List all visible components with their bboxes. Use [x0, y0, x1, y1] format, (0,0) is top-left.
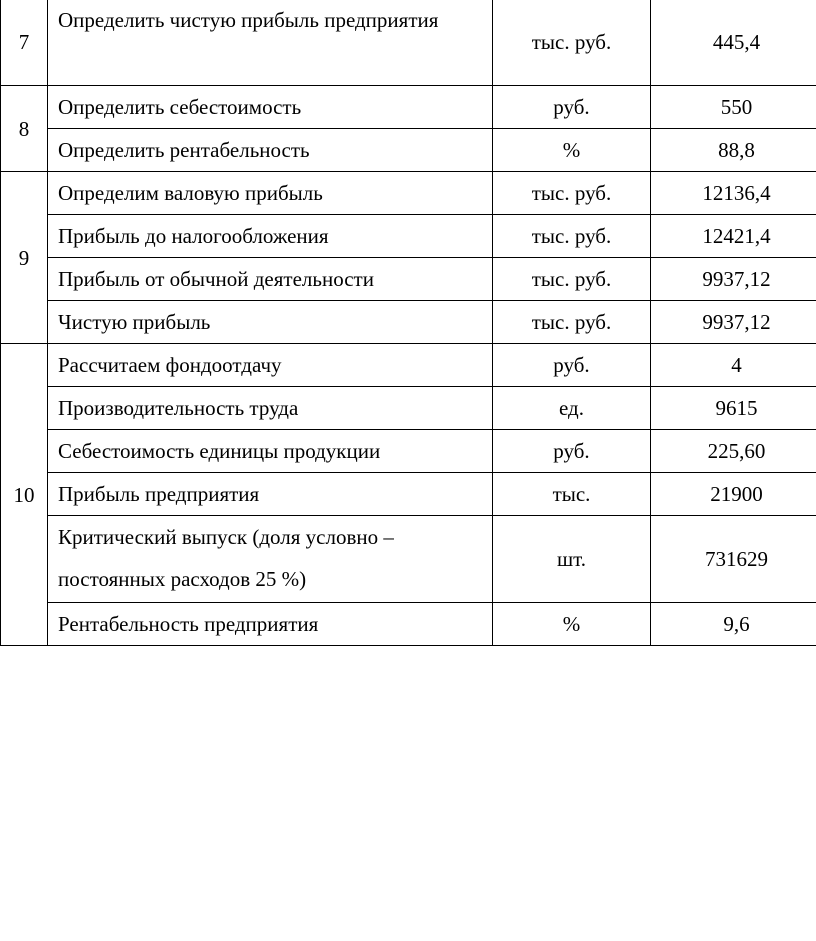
row-unit: тыс.	[493, 473, 651, 516]
item-number: 9	[1, 172, 48, 344]
table-row	[1, 516, 816, 603]
row-value: 21900	[651, 473, 816, 516]
row-description: Определить рентабельность	[48, 129, 493, 172]
table-row	[1, 344, 816, 387]
row-description: Прибыль от обычной деятельности	[48, 258, 493, 301]
row-value: 731629	[651, 516, 816, 603]
table-row	[1, 430, 816, 473]
table-row	[1, 301, 816, 344]
table-row	[1, 172, 816, 215]
row-value: 225,60	[651, 430, 816, 473]
table-row	[1, 258, 816, 301]
row-value: 9937,12	[651, 258, 816, 301]
row-unit: руб.	[493, 430, 651, 473]
row-unit: %	[493, 129, 651, 172]
table-row	[1, 387, 816, 430]
table-row	[1, 603, 816, 646]
row-value: 4	[651, 344, 816, 387]
table-row	[1, 215, 816, 258]
row-description: Рассчитаем фондоотдачу	[48, 344, 493, 387]
row-value: 88,8	[651, 129, 816, 172]
row-description: Определить чистую прибыль предприятия	[48, 0, 493, 86]
row-description: Прибыль до налогообложения	[48, 215, 493, 258]
row-description: Критический выпуск (доля условно – постоянных расходов 25 %)	[48, 516, 493, 603]
row-unit: руб.	[493, 86, 651, 129]
row-unit: ед.	[493, 387, 651, 430]
row-unit: %	[493, 603, 651, 646]
row-unit: руб.	[493, 344, 651, 387]
table-row	[1, 129, 816, 172]
table-row	[1, 0, 816, 86]
item-number: 7	[1, 0, 48, 86]
row-description: Прибыль предприятия	[48, 473, 493, 516]
row-value: 9615	[651, 387, 816, 430]
table-row	[1, 473, 816, 516]
row-unit: тыс. руб.	[493, 258, 651, 301]
row-unit: тыс. руб.	[493, 301, 651, 344]
row-value: 12136,4	[651, 172, 816, 215]
row-description: Определить себестоимость	[48, 86, 493, 129]
table-row	[1, 86, 816, 129]
row-description: Определим валовую прибыль	[48, 172, 493, 215]
row-description: Рентабельность предприятия	[48, 603, 493, 646]
row-value: 12421,4	[651, 215, 816, 258]
row-description: Себестоимость единицы продукции	[48, 430, 493, 473]
item-number: 8	[1, 86, 48, 172]
row-value: 9937,12	[651, 301, 816, 344]
row-unit: тыс. руб.	[493, 215, 651, 258]
item-number: 10	[1, 344, 48, 646]
row-unit: тыс. руб.	[493, 172, 651, 215]
row-unit: шт.	[493, 516, 651, 603]
row-description: Чистую прибыль	[48, 301, 493, 344]
row-description: Производительность труда	[48, 387, 493, 430]
row-value: 445,4	[651, 0, 816, 86]
row-unit: тыс. руб.	[493, 0, 651, 86]
row-value: 550	[651, 86, 816, 129]
row-value: 9,6	[651, 603, 816, 646]
